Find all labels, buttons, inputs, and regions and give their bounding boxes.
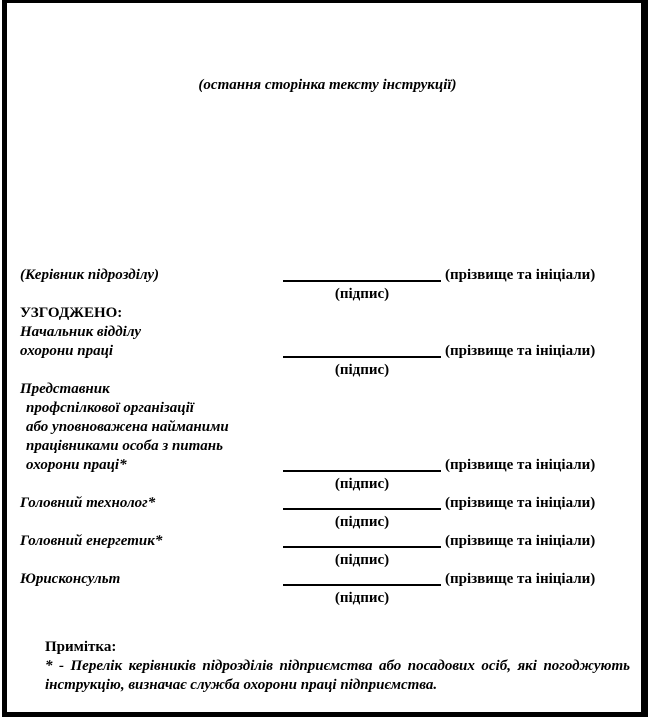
signature-caption-row	[20, 513, 643, 532]
signature-hint: (підпис)	[334, 286, 390, 302]
signature-caption-row	[20, 551, 643, 570]
signature-line	[283, 546, 441, 548]
note-text: * - Перелік керівників підрозділів підприємства або посадових осіб, які погоджують інструкцію, визначає служба охорони праці підприємства.	[45, 658, 630, 693]
role-label-rep-line4: працівниками особа з питань	[26, 438, 223, 454]
signature-line	[283, 356, 441, 358]
agreed-heading: УЗГОДЖЕНО:	[20, 305, 123, 321]
signature-row-osh-head	[20, 342, 643, 361]
signature-line	[283, 280, 441, 282]
role-row-rep-line2	[20, 399, 643, 418]
signature-line	[283, 508, 441, 510]
signature-row-legal-counsel	[20, 570, 643, 589]
note-title: Примітка:	[45, 639, 117, 655]
signature-hint: (підпис)	[334, 514, 390, 530]
signature-hint: (підпис)	[334, 590, 390, 606]
role-label-rep-line5: охорони праці*	[26, 457, 127, 473]
role-row-rep-line3	[20, 418, 643, 437]
surname-hint: (прізвище та ініціали)	[445, 571, 596, 587]
role-row-rep-line1	[20, 380, 643, 399]
role-row-osh-head-line1	[20, 323, 643, 342]
role-label-legal-counsel: Юрисконсульт	[20, 571, 121, 587]
signature-row-rep	[20, 456, 643, 475]
role-label-rep-line3: або уповноважена найманими	[26, 419, 229, 435]
signature-caption-row	[20, 361, 643, 380]
role-row-rep-line4	[20, 437, 643, 456]
note-block	[45, 638, 630, 695]
surname-hint: (прізвище та ініціали)	[445, 457, 596, 473]
surname-hint: (прізвище та ініціали)	[445, 495, 596, 511]
page-title: (остання сторінка тексту інструкції)	[198, 77, 457, 93]
surname-hint: (прізвище та ініціали)	[445, 267, 596, 283]
role-label-rep-line1: Представник	[20, 381, 110, 397]
role-label-osh-head-line1: Начальник відділу	[20, 324, 141, 340]
role-label-chief-technologist: Головний технолог*	[20, 495, 156, 511]
role-label-chief-power-engineer: Головний енергетик*	[20, 533, 163, 549]
signature-line	[283, 470, 441, 472]
signature-row-chief-technologist	[20, 494, 643, 513]
agreed-heading-row	[20, 304, 643, 323]
signature-caption-row	[20, 285, 643, 304]
signature-caption-row	[20, 589, 643, 608]
signature-block	[20, 266, 643, 608]
role-label-head-of-unit: (Керівник підрозділу)	[20, 267, 160, 283]
role-label-osh-head-line2: охорони праці	[20, 343, 114, 359]
signature-line	[283, 584, 441, 586]
signature-hint: (підпис)	[334, 476, 390, 492]
role-label-rep-line2: профспілкової організації	[26, 400, 194, 416]
signature-row-head-of-unit	[20, 266, 643, 285]
signature-row-chief-power-engineer	[20, 532, 643, 551]
surname-hint: (прізвище та ініціали)	[445, 533, 596, 549]
signature-hint: (підпис)	[334, 362, 390, 378]
signature-caption-row	[20, 475, 643, 494]
signature-hint: (підпис)	[334, 552, 390, 568]
surname-hint: (прізвище та ініціали)	[445, 343, 596, 359]
